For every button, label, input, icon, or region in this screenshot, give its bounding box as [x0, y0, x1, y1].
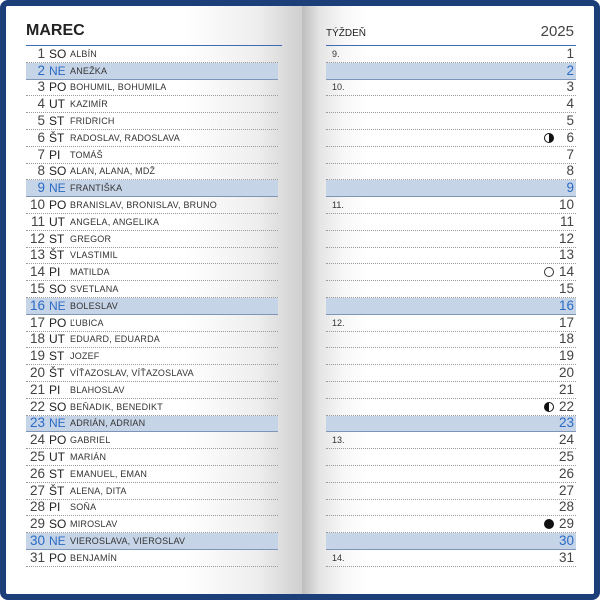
weekday-abbr: PI	[49, 500, 61, 515]
weekday-abbr: PO	[49, 550, 67, 565]
name-day: EDUARD, EDUARDA	[70, 334, 161, 345]
note-row[interactable]	[326, 348, 576, 365]
day-number: 7	[566, 146, 574, 162]
day-row[interactable]	[26, 147, 278, 164]
day-row[interactable]	[26, 113, 278, 130]
weekday-abbr: ŠT	[49, 248, 65, 263]
week-number: 10.	[332, 82, 345, 93]
weekday-abbr: UT	[49, 449, 65, 464]
day-number: 26	[29, 465, 45, 481]
day-number: 10	[29, 196, 45, 212]
note-row[interactable]	[326, 80, 576, 97]
note-row[interactable]	[326, 399, 576, 416]
day-number: 27	[558, 482, 574, 498]
name-day: ĽUBICA	[70, 317, 104, 328]
month-title: MAREC	[26, 22, 85, 39]
full-moon-icon	[544, 267, 554, 277]
note-row[interactable]	[326, 248, 576, 265]
weekday-abbr: PI	[49, 147, 61, 162]
weekday-abbr: NE	[49, 533, 66, 548]
note-row[interactable]	[326, 449, 576, 466]
note-row[interactable]	[326, 550, 576, 567]
weekday-abbr: ŠT	[49, 365, 65, 380]
first-quarter-icon	[544, 133, 554, 143]
weekday-abbr: PO	[49, 315, 67, 330]
day-row[interactable]	[26, 432, 278, 449]
name-day: RADOSLAV, RADOSLAVA	[70, 132, 181, 143]
day-number: 21	[29, 381, 45, 397]
day-number: 3	[566, 79, 574, 95]
week-number: 12.	[332, 317, 345, 328]
day-row[interactable]	[26, 264, 278, 281]
note-row[interactable]	[326, 432, 576, 449]
day-row[interactable]	[26, 298, 278, 315]
name-day: BLAHOSLAV	[70, 384, 125, 395]
note-row[interactable]	[326, 483, 576, 500]
day-number: 28	[558, 499, 574, 515]
day-number: 1	[37, 45, 45, 61]
name-day: BOLESLAV	[70, 300, 118, 311]
day-number: 24	[558, 432, 574, 448]
day-number: 13	[558, 247, 574, 263]
day-number: 8	[566, 163, 574, 179]
weekday-abbr: ST	[49, 349, 65, 364]
day-row[interactable]	[26, 382, 278, 399]
day-row[interactable]	[26, 466, 278, 483]
day-number: 6	[37, 129, 45, 145]
day-row[interactable]	[26, 449, 278, 466]
weekday-abbr: NE	[49, 63, 66, 78]
week-column-header: TÝŽDEŇ	[326, 28, 366, 39]
day-number: 14	[558, 264, 574, 280]
note-row[interactable]	[326, 96, 576, 113]
day-number: 29	[29, 516, 45, 532]
weekday-abbr: UT	[49, 332, 65, 347]
day-number: 22	[558, 398, 574, 414]
weekday-abbr: PO	[49, 80, 67, 95]
day-number: 21	[558, 381, 574, 397]
day-row[interactable]	[26, 130, 278, 147]
day-row[interactable]	[26, 416, 278, 433]
day-number: 12	[29, 230, 45, 246]
note-row[interactable]	[326, 298, 576, 315]
last-quarter-icon	[544, 402, 554, 412]
weekday-abbr: UT	[49, 214, 65, 229]
day-number: 14	[29, 264, 45, 280]
note-row[interactable]	[326, 365, 576, 382]
day-number: 15	[29, 280, 45, 296]
day-number: 11	[30, 213, 45, 229]
day-number: 22	[29, 398, 45, 414]
note-row[interactable]	[326, 164, 576, 181]
note-row[interactable]	[326, 264, 576, 281]
weekday-abbr: SO	[49, 164, 67, 179]
day-row[interactable]	[26, 214, 278, 231]
weekday-abbr: ST	[49, 231, 65, 246]
new-moon-icon	[544, 519, 554, 529]
week-number: 13.	[332, 435, 345, 446]
day-number: 20	[558, 364, 574, 380]
note-row[interactable]	[326, 533, 576, 550]
weekday-abbr: ST	[49, 466, 65, 481]
notes-list	[326, 46, 576, 567]
note-row[interactable]	[326, 315, 576, 332]
weekday-abbr: PO	[49, 197, 67, 212]
name-day: MIROSLAV	[70, 519, 118, 530]
name-day: MARIÁN	[70, 451, 107, 462]
name-day: ALBÍN	[70, 48, 98, 59]
note-row[interactable]	[326, 500, 576, 517]
name-day: TOMÁŠ	[70, 149, 103, 160]
day-number: 7	[37, 146, 45, 162]
day-row[interactable]	[26, 315, 278, 332]
week-number: 9.	[332, 48, 340, 59]
day-number: 23	[558, 415, 574, 431]
name-day: SVETLANA	[70, 283, 119, 294]
day-number: 18	[29, 331, 45, 347]
name-day: EMANUEL, EMAN	[70, 468, 148, 479]
name-day: JOZEF	[70, 351, 100, 362]
weekday-abbr: ŠT	[49, 483, 65, 498]
name-day: BEŇADIK, BENEDIKT	[70, 401, 163, 412]
day-number: 31	[29, 549, 45, 565]
day-row[interactable]	[26, 399, 278, 416]
name-day: VLASTIMIL	[70, 250, 118, 261]
name-day: BOHUMIL, BOHUMILA	[70, 82, 167, 93]
note-row[interactable]	[326, 382, 576, 399]
day-row[interactable]	[26, 500, 278, 517]
day-number: 13	[29, 247, 45, 263]
day-row[interactable]	[26, 46, 278, 63]
left-page	[6, 6, 302, 594]
weekday-abbr: ST	[49, 113, 65, 128]
day-number: 30	[29, 532, 45, 548]
day-row[interactable]	[26, 365, 278, 382]
day-number: 6	[566, 129, 574, 145]
weekday-abbr: SO	[49, 399, 67, 414]
day-row[interactable]	[26, 96, 278, 113]
weekday-abbr: UT	[49, 97, 65, 112]
day-row[interactable]	[26, 231, 278, 248]
note-row[interactable]	[326, 197, 576, 214]
note-row[interactable]	[326, 332, 576, 349]
day-number: 29	[558, 516, 574, 532]
day-number: 17	[29, 314, 45, 330]
name-day: VÍŤAZOSLAV, VÍŤAZOSLAVA	[70, 367, 194, 378]
day-row[interactable]	[26, 516, 278, 533]
weekday-abbr: SO	[49, 46, 67, 61]
note-row[interactable]	[326, 214, 576, 231]
day-number: 19	[29, 348, 45, 364]
day-row[interactable]	[26, 332, 278, 349]
day-number: 31	[558, 549, 574, 565]
day-number: 15	[558, 280, 574, 296]
day-number: 12	[558, 230, 574, 246]
day-row[interactable]	[26, 348, 278, 365]
note-row[interactable]	[326, 147, 576, 164]
day-row[interactable]	[26, 164, 278, 181]
day-row[interactable]	[26, 533, 278, 550]
name-day: BENJAMÍN	[70, 552, 118, 563]
day-number: 5	[37, 112, 45, 128]
day-number: 30	[558, 532, 574, 548]
day-number: 9	[37, 180, 45, 196]
right-page	[302, 6, 594, 594]
day-row[interactable]	[26, 248, 278, 265]
day-number: 17	[558, 314, 574, 330]
note-row[interactable]	[326, 416, 576, 433]
day-row[interactable]	[26, 550, 278, 567]
note-row[interactable]	[326, 231, 576, 248]
day-row[interactable]	[26, 63, 278, 80]
day-number: 19	[558, 348, 574, 364]
day-number: 9	[566, 180, 574, 196]
name-day: GREGOR	[70, 233, 112, 244]
weekday-abbr: PI	[49, 265, 61, 280]
note-row[interactable]	[326, 63, 576, 80]
day-number: 2	[566, 62, 574, 78]
day-number: 20	[29, 364, 45, 380]
name-day: ANGELA, ANGELIKA	[70, 216, 160, 227]
day-number: 10	[558, 196, 574, 212]
day-number: 1	[566, 45, 574, 61]
note-row[interactable]	[326, 130, 576, 147]
day-number: 25	[29, 448, 45, 464]
name-day: GABRIEL	[70, 435, 111, 446]
name-day: VIEROSLAVA, VIEROSLAV	[70, 535, 186, 546]
day-number: 16	[558, 297, 574, 313]
note-row[interactable]	[326, 46, 576, 63]
weekday-abbr: SO	[49, 281, 67, 296]
day-number: 11	[559, 213, 574, 229]
day-number: 24	[29, 432, 45, 448]
name-day: ALENA, DITA	[70, 485, 127, 496]
name-day: ANEŽKA	[70, 65, 108, 76]
week-number: 11.	[332, 199, 344, 210]
name-day: FRIDRICH	[70, 115, 115, 126]
note-row[interactable]	[326, 113, 576, 130]
day-number: 3	[37, 79, 45, 95]
day-row[interactable]	[26, 281, 278, 298]
name-day: KAZIMÍR	[70, 99, 108, 110]
name-day: BRANISLAV, BRONISLAV, BRUNO	[70, 199, 217, 210]
name-day: FRANTIŠKA	[70, 183, 123, 194]
weekday-abbr: SO	[49, 517, 67, 532]
day-row[interactable]	[26, 197, 278, 214]
name-day: MATILDA	[70, 267, 110, 278]
day-number: 26	[558, 465, 574, 481]
day-number: 4	[566, 96, 574, 112]
day-row[interactable]	[26, 180, 278, 197]
day-number: 25	[558, 448, 574, 464]
weekday-abbr: NE	[49, 181, 66, 196]
day-number: 2	[37, 62, 45, 78]
weekday-abbr: ŠT	[49, 130, 65, 145]
weekday-abbr: PO	[49, 433, 67, 448]
day-number: 5	[566, 112, 574, 128]
name-day: SOŇA	[70, 502, 97, 513]
day-number: 27	[29, 482, 45, 498]
note-row[interactable]	[326, 281, 576, 298]
day-number: 28	[29, 499, 45, 515]
day-list	[26, 46, 278, 567]
day-number: 23	[29, 415, 45, 431]
weekday-abbr: NE	[49, 298, 66, 313]
day-number: 8	[37, 163, 45, 179]
day-row[interactable]	[26, 80, 278, 97]
day-number: 4	[37, 96, 45, 112]
week-number: 14.	[332, 552, 345, 563]
day-number: 18	[558, 331, 574, 347]
weekday-abbr: NE	[49, 416, 66, 431]
note-row[interactable]	[326, 516, 576, 533]
weekday-abbr: PI	[49, 382, 61, 397]
note-row[interactable]	[326, 180, 576, 197]
note-row[interactable]	[326, 466, 576, 483]
year-title: 2025	[540, 23, 574, 40]
name-day: ADRIÁN, ADRIAN	[70, 418, 146, 429]
day-number: 16	[29, 297, 45, 313]
name-day: ALAN, ALANA, MDŽ	[70, 166, 156, 177]
day-row[interactable]	[26, 483, 278, 500]
